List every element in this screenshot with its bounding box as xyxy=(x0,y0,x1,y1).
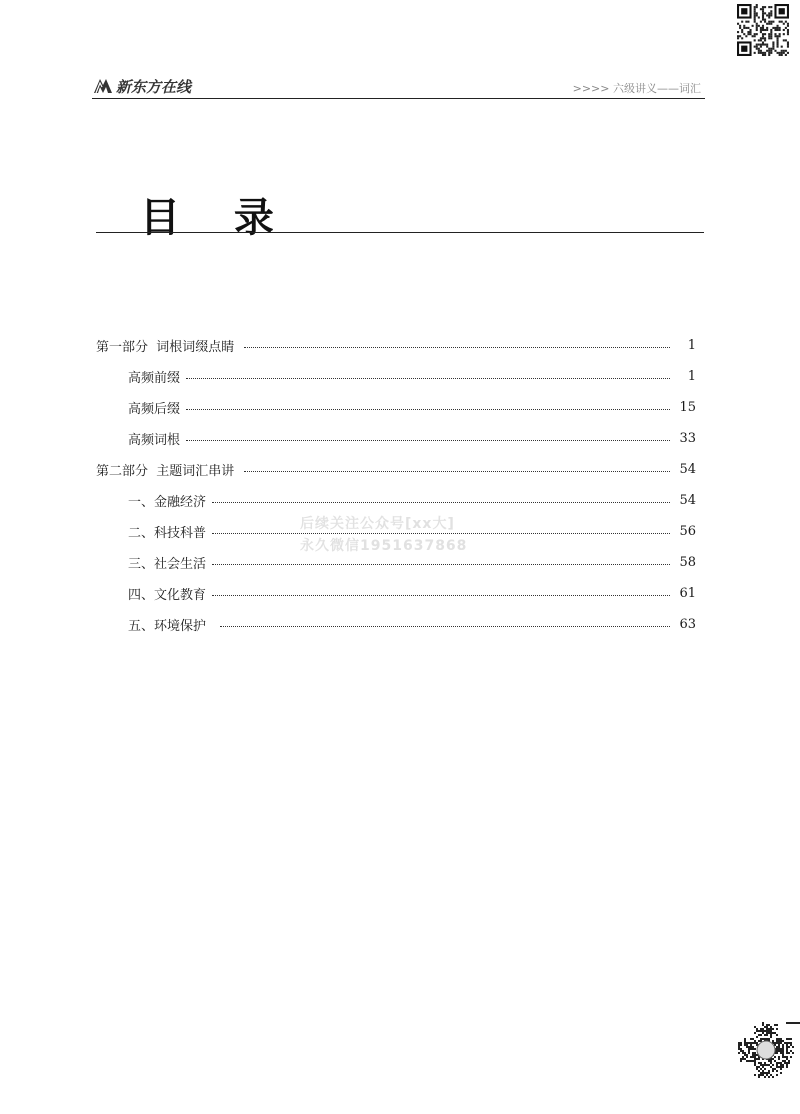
toc-leader-dots xyxy=(244,347,670,348)
toc-page-number: 1 xyxy=(687,338,696,353)
toc-subentry[interactable] xyxy=(96,578,696,609)
toc-leader-dots xyxy=(186,440,670,441)
header-section-label: >>>> 六级讲义——词汇 xyxy=(572,82,701,95)
toc-leader-dots xyxy=(186,409,670,410)
toc-leader-dots xyxy=(186,378,670,379)
watermark-line-1: 后续关注公众号[xx大] xyxy=(300,516,455,532)
toc-label: 高频后缀 xyxy=(128,402,181,417)
toc-label: 三、社会生活 xyxy=(128,557,207,572)
page-title: 目 录 xyxy=(140,195,294,241)
toc-label: 第二部分 主题词汇串讲 xyxy=(96,464,239,479)
toc-leader-dots xyxy=(244,471,670,472)
toc-page-number: 63 xyxy=(679,617,696,632)
toc-subentry[interactable] xyxy=(96,361,696,392)
toc-subentry[interactable] xyxy=(96,423,696,454)
toc-page-number: 54 xyxy=(679,462,696,477)
title-divider xyxy=(96,232,704,233)
page-header xyxy=(92,72,705,99)
logo-text: 新东方在线 xyxy=(116,77,192,96)
toc-label: 第一部分 词根词缀点睛 xyxy=(96,340,239,355)
watermark-line-2: 永久微信1951637868 xyxy=(300,538,468,554)
toc-label: 四、文化教育 xyxy=(128,588,207,603)
toc-subentry[interactable] xyxy=(96,516,696,547)
logo xyxy=(92,76,191,96)
toc-page-number: 54 xyxy=(679,493,696,508)
toc-page-number: 1 xyxy=(687,369,696,384)
toc-subentry[interactable] xyxy=(96,609,696,640)
toc-section[interactable] xyxy=(96,330,696,361)
toc-subentry[interactable] xyxy=(96,547,696,578)
toc-label: 一、金融经济 xyxy=(128,495,207,510)
xdf-logo-icon xyxy=(92,77,114,95)
toc-leader-dots xyxy=(212,533,670,534)
toc-leader-dots xyxy=(212,595,670,596)
toc-page-number: 58 xyxy=(679,555,696,570)
toc-leader-dots xyxy=(212,502,670,503)
toc-label: 高频词根 xyxy=(128,433,181,448)
toc-subentry[interactable] xyxy=(96,392,696,423)
toc-leader-dots xyxy=(212,564,670,565)
toc-subentry[interactable] xyxy=(96,485,696,516)
qr-code-icon xyxy=(738,1022,794,1078)
toc-label: 二、科技科普 xyxy=(128,526,207,541)
toc-page-number: 33 xyxy=(679,431,696,446)
toc-page-number: 15 xyxy=(679,400,696,415)
toc-leader-dots xyxy=(220,626,670,627)
toc-page-number: 56 xyxy=(679,524,696,539)
table-of-contents xyxy=(96,330,696,640)
toc-section[interactable] xyxy=(96,454,696,485)
corner-mark xyxy=(786,1022,800,1024)
qr-code-icon xyxy=(737,4,789,56)
toc-label: 高频前缀 xyxy=(128,371,181,386)
toc-label: 五、环境保护 xyxy=(128,619,215,634)
toc-page-number: 61 xyxy=(679,586,696,601)
